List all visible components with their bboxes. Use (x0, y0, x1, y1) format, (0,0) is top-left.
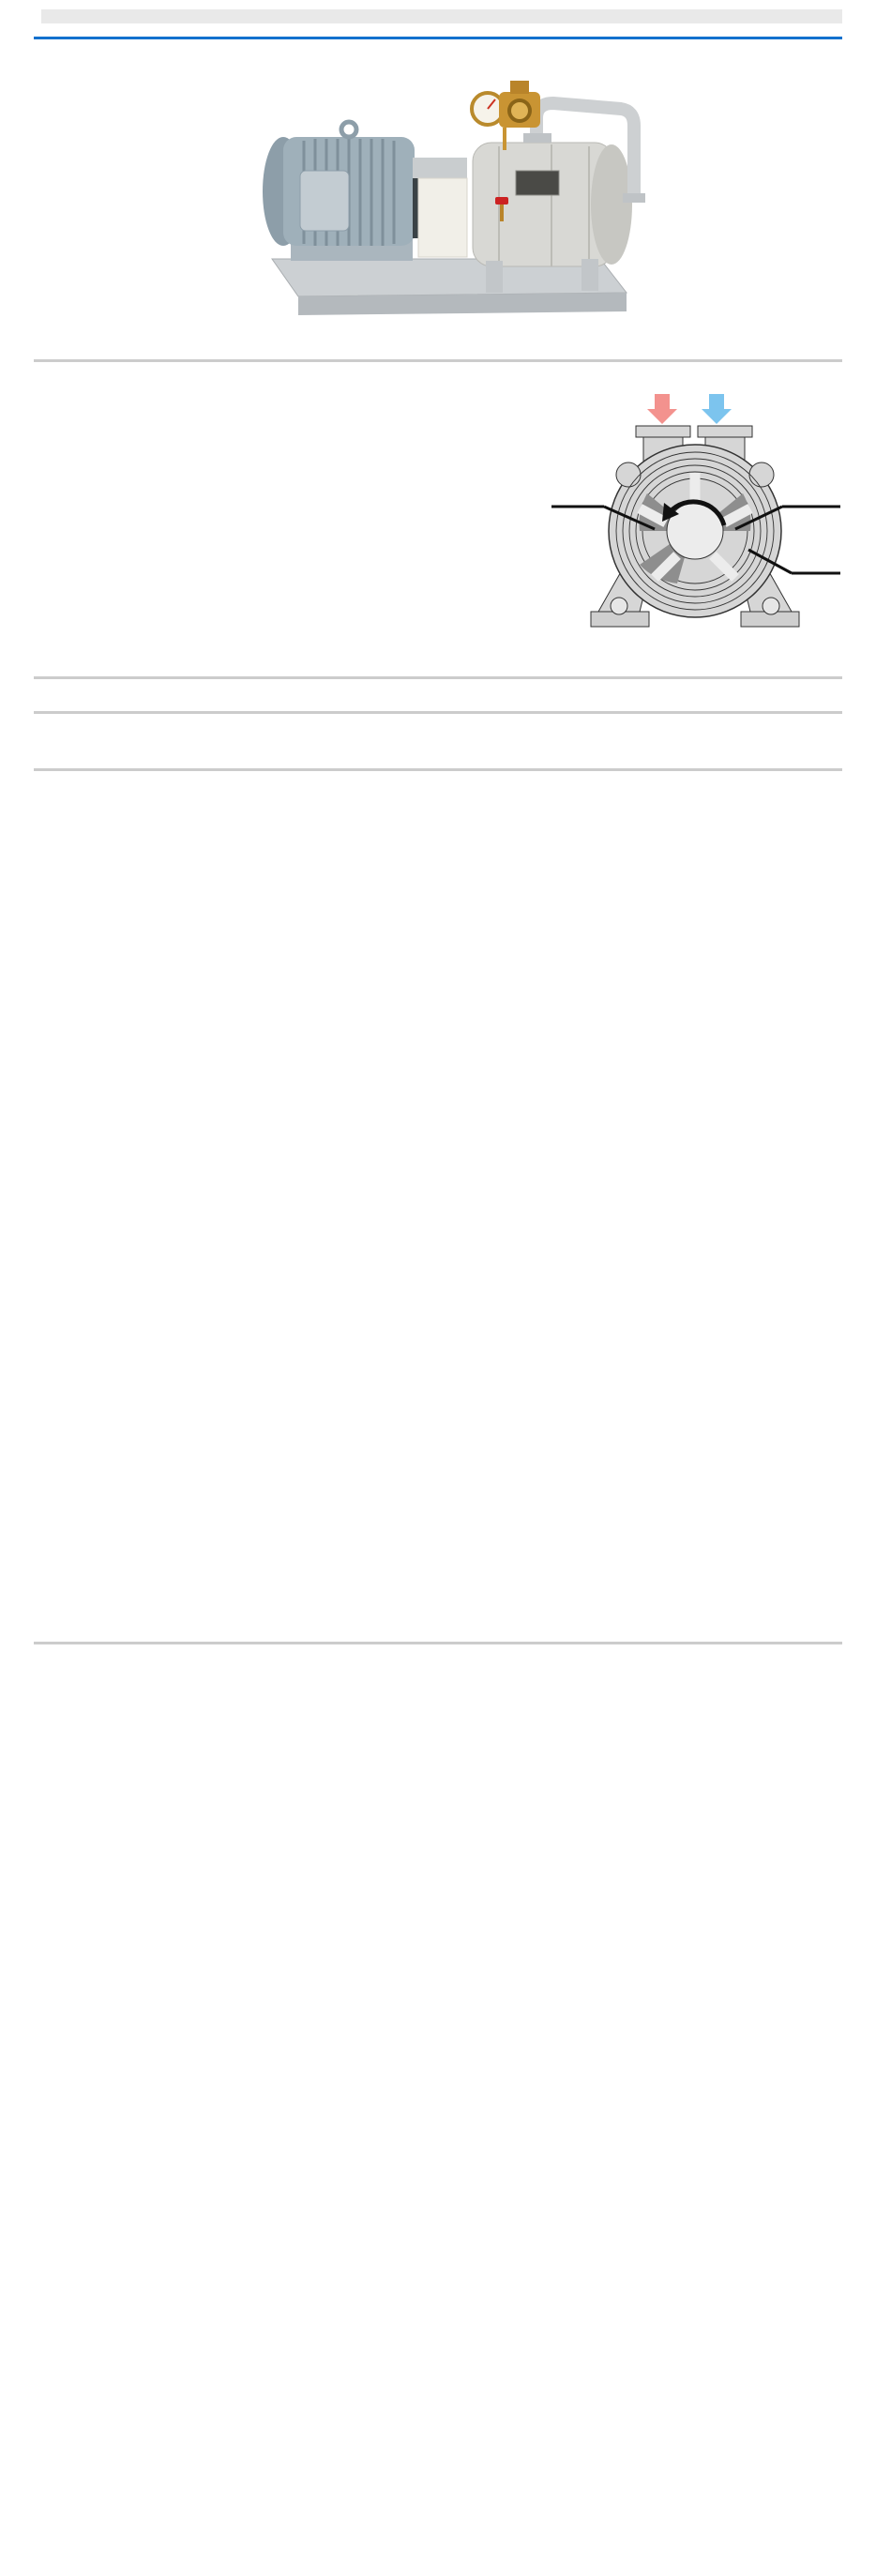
usage-section (34, 711, 842, 736)
chart-block-60hz (34, 1218, 842, 1604)
pump-performance-chart-50hz (105, 794, 771, 1180)
features-section (34, 676, 842, 679)
suction-down-arrow-icon (647, 394, 677, 424)
chart-block-50hz (34, 794, 842, 1180)
title-rule-divider (34, 37, 842, 39)
category-bar-decoration (41, 9, 842, 23)
structure-section (34, 359, 842, 644)
curves-section (34, 768, 842, 1604)
category-row (34, 2, 842, 23)
spec-section (34, 1642, 842, 1667)
pump-cross-section-diagram (550, 385, 842, 644)
spec-rule-divider (34, 1642, 842, 1644)
pump-diagram-svg (550, 388, 842, 640)
features-rule-divider (34, 676, 842, 679)
usage-rule-divider (34, 711, 842, 714)
pump-performance-chart-60hz (105, 1218, 771, 1604)
product-photo (34, 60, 842, 327)
pump-photo-illustration (218, 60, 658, 323)
structure-rule-divider (34, 359, 842, 362)
discharge-up-arrow-icon (702, 394, 732, 424)
structure-paragraphs (34, 385, 525, 644)
curves-rule-divider (34, 768, 842, 771)
